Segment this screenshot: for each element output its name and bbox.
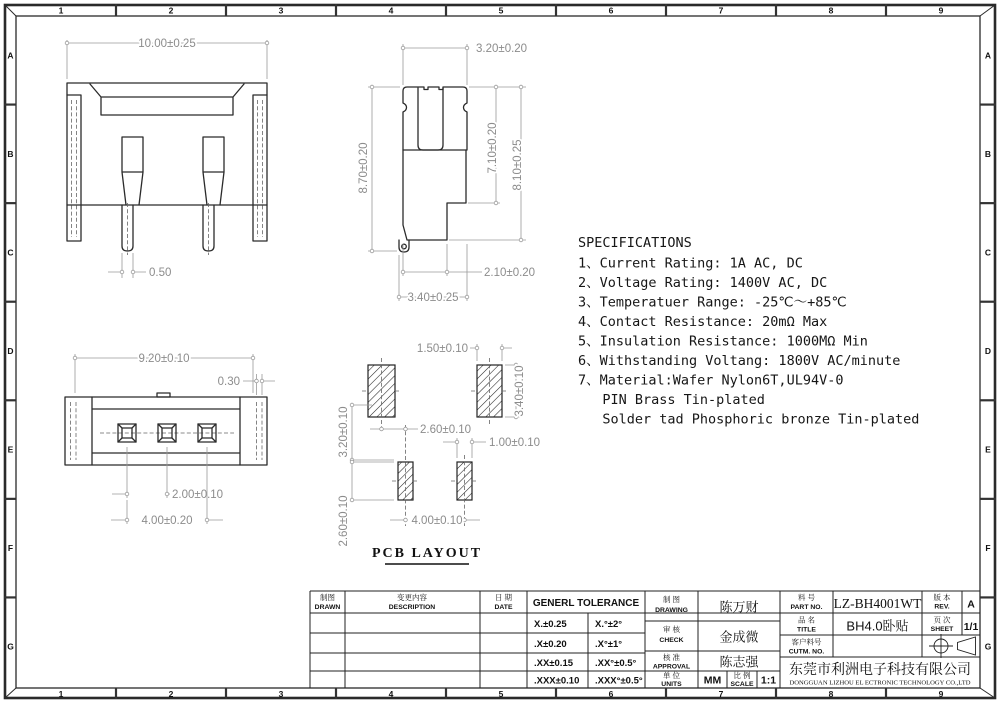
side-bottom-depth-dim: 2.10±0.20: [484, 267, 536, 279]
spec-line: 4、Contact Resistance: 20mΩ Max: [578, 314, 828, 330]
approval-label-cn: 核 准: [662, 653, 681, 662]
side-total-depth-dim: 3.40±0.25: [407, 292, 459, 304]
date-label-cn: 日 期: [494, 593, 513, 602]
description-label-en: DESCRIPTION: [388, 604, 436, 611]
pcb-small-pad-height-dim: 2.60±0.10: [338, 495, 350, 547]
grid-column-label: 5: [498, 5, 504, 16]
specs-title: SPECIFICATIONS: [578, 235, 692, 251]
side-top-width-dim: 3.20±0.20: [476, 43, 528, 55]
top-inner-lines: [92, 397, 240, 465]
cust-no-label-en: CUTM. NO.: [788, 648, 825, 656]
grid-column-label: 9: [938, 5, 944, 16]
inner-frame: [16, 16, 980, 688]
pcb-layout-view: [338, 343, 540, 564]
scale-label-en: SCALE: [730, 681, 754, 688]
front-top-recess: [90, 84, 244, 115]
grid-column-label: 4: [388, 689, 394, 699]
grid-row-label: E: [7, 444, 14, 455]
spec-line: 3、Temperatuer Range: -25℃～+85℃: [578, 294, 847, 311]
units-value: MM: [703, 674, 722, 687]
grid-column-label: 8: [828, 5, 834, 16]
grid-row-label: E: [985, 444, 991, 455]
check-label-cn: 审 核: [662, 625, 681, 634]
grid-row-label: F: [7, 543, 14, 554]
spec-line: PIN Brass Tin-plated: [578, 392, 765, 408]
spec-line: Solder tad Phosphoric bronze Tin-plated: [578, 411, 920, 428]
grid-column-label: 1: [58, 689, 64, 699]
tolerance-cell: .XX°±0.5°: [595, 658, 637, 669]
title-block: [310, 591, 980, 688]
drawing-name: 陈万财: [719, 599, 759, 615]
part-no-label-en: PART NO.: [790, 604, 823, 611]
tolerance-cell: .XXX°±0.5°: [595, 675, 643, 687]
spec-line: 1、Current Rating: 1A AC, DC: [578, 255, 803, 272]
scale-value: 1:1: [760, 674, 777, 687]
units-label-cn: 单 位: [662, 671, 681, 680]
top-center-tab: [157, 393, 170, 397]
side-outer-height-dim: 8.10±0.25: [512, 139, 524, 191]
company-name-en: DONGGUAN LIZHOU EL ECTRONIC TECHNOLOGY CO.,LTD: [789, 679, 971, 687]
company-name-cn: 东莞市利洲电子科技有限公司: [789, 661, 971, 677]
rev-value: A: [967, 598, 975, 611]
grid-column-label: 5: [498, 689, 504, 699]
scale-label-cn: 比 例: [733, 671, 751, 680]
projection-symbol-icon: [929, 634, 976, 658]
top-span-dim: 4.00±0.20: [141, 515, 193, 527]
grid-column-label: 4: [388, 5, 394, 16]
specifications: [578, 235, 919, 428]
tolerance-cell: X.°±2°: [595, 619, 623, 630]
side-inner-height-dim: 7.10±0.20: [487, 122, 499, 174]
grid-row-label: B: [7, 148, 14, 159]
front-width-dim: 10.00±0.25: [138, 38, 196, 50]
side-foot-circle: [402, 244, 407, 249]
grid-row-label: G: [7, 641, 14, 652]
top-body-outline: [65, 397, 267, 465]
spec-line: 2、Voltage Rating: 1400V AC, DC: [578, 275, 828, 291]
cust-no-label-cn: 客户料号: [791, 637, 822, 647]
front-pin-dim: 0.50: [149, 267, 172, 279]
front-view: [65, 38, 269, 279]
spec-line: 6、Withstanding Voltang: 1800V AC/minute: [578, 353, 901, 369]
grid-column-label: 6: [608, 5, 614, 16]
approval-name: 陈志强: [719, 654, 759, 670]
side-left-height-dim: 8.70±0.20: [358, 142, 370, 194]
grid-column-label: 6: [608, 689, 614, 699]
rev-label-en: REV.: [934, 603, 950, 611]
sheet-label-en: SHEET: [930, 626, 954, 633]
grid-row-label: C: [7, 247, 14, 258]
pcb-span-dim: 4.00±0.10: [411, 515, 463, 527]
part-no-value: LZ-BH4001WT: [833, 596, 922, 611]
tolerance-cell: .X°±1°: [595, 639, 623, 650]
side-solder-foot: [399, 240, 409, 252]
front-legs: [122, 205, 214, 251]
pcb-small-pad-width-dim: 1.00±0.10: [489, 437, 541, 449]
spec-line: 7、Material:Wafer Nylon6T,UL94V-0: [578, 372, 844, 389]
side-view: [358, 43, 535, 304]
drawing-label-en: DRAWING: [655, 607, 688, 614]
top-pitch-dim: 2.00±0.10: [172, 489, 224, 501]
side-lower-body: [403, 150, 466, 240]
front-wing-centerlines: [72, 100, 263, 237]
check-label-en: CHECK: [659, 637, 684, 644]
tolerance-cell: .XXX±0.10: [534, 675, 580, 687]
units-label-en: UNITS: [661, 681, 682, 688]
side-u-slot: [418, 88, 443, 150]
description-label-cn: 变更内容: [397, 593, 427, 602]
grid-column-label: 7: [718, 689, 724, 699]
pcb-pad-height-dim: 3.40±0.10: [514, 365, 526, 417]
front-body-outline: [67, 83, 267, 205]
title-label-en: TITLE: [797, 626, 816, 634]
tolerance-cell: X.±0.25: [534, 619, 567, 630]
pcb-pad-width-dim: 1.50±0.10: [416, 343, 468, 355]
rev-label-cn: 版 本: [933, 593, 951, 602]
pcb-offset-dim: 2.60±0.10: [420, 424, 472, 436]
side-top-block: [403, 87, 467, 150]
grid-column-label: 2: [168, 689, 174, 699]
sheet-label-cn: 页 次: [933, 615, 951, 625]
grid-column-label: 3: [278, 5, 284, 16]
part-no-label-cn: 料 号: [797, 593, 816, 602]
grid-row-label: F: [985, 543, 991, 554]
pcb-vertical-gap-dim: 3.20±0.10: [338, 406, 350, 458]
grid-column-label: 8: [828, 689, 834, 699]
front-contact-slots: [122, 137, 224, 205]
top-centerlines: [71, 402, 263, 460]
grid-row-label: G: [984, 641, 992, 652]
grid-row-label: D: [984, 346, 992, 356]
front-side-wings: [67, 95, 267, 241]
drawn-label-en: DRAWN: [314, 604, 341, 611]
grid-column-label: 9: [938, 689, 944, 699]
top-view: [65, 353, 275, 527]
top-slot-dim: 0.30: [217, 376, 240, 388]
drawing-label-cn: 制 图: [662, 595, 681, 604]
tolerance-cell: .X±0.20: [534, 639, 567, 650]
date-label-en: DATE: [494, 604, 513, 611]
grid-row-label: B: [984, 148, 992, 159]
front-leg-centerlines: [128, 203, 209, 255]
approval-label-en: APPROVAL: [652, 663, 691, 671]
top-pin-2: [158, 424, 176, 442]
drawn-label-cn: 制图: [320, 593, 335, 602]
grid-column-label: 3: [278, 689, 284, 699]
tolerance-title: GENERL TOLERANCE: [532, 598, 640, 609]
grid-row-label: A: [984, 50, 992, 61]
grid-row-label: C: [984, 247, 992, 258]
sheet-value: 1/1: [963, 621, 979, 633]
grid-column-label: 2: [168, 5, 174, 16]
grid-column-label: 1: [58, 5, 64, 16]
tolerance-cell: .XX±0.15: [534, 658, 574, 669]
grid-column-label: 7: [718, 5, 724, 16]
spec-line: 5、Insulation Resistance: 1000MΩ Min: [578, 333, 868, 350]
title-label-cn: 品 名: [797, 615, 816, 625]
front-pin-dim-lines: [108, 253, 146, 278]
grid-row-label: A: [7, 50, 14, 61]
product-title: BH4.0卧贴: [846, 618, 909, 634]
top-width-dim: 9.20±0.10: [138, 353, 190, 365]
grid-row-label: D: [7, 346, 14, 356]
pcb-layout-title: PCB LAYOUT: [371, 546, 483, 561]
check-name: 金成微: [719, 629, 759, 645]
